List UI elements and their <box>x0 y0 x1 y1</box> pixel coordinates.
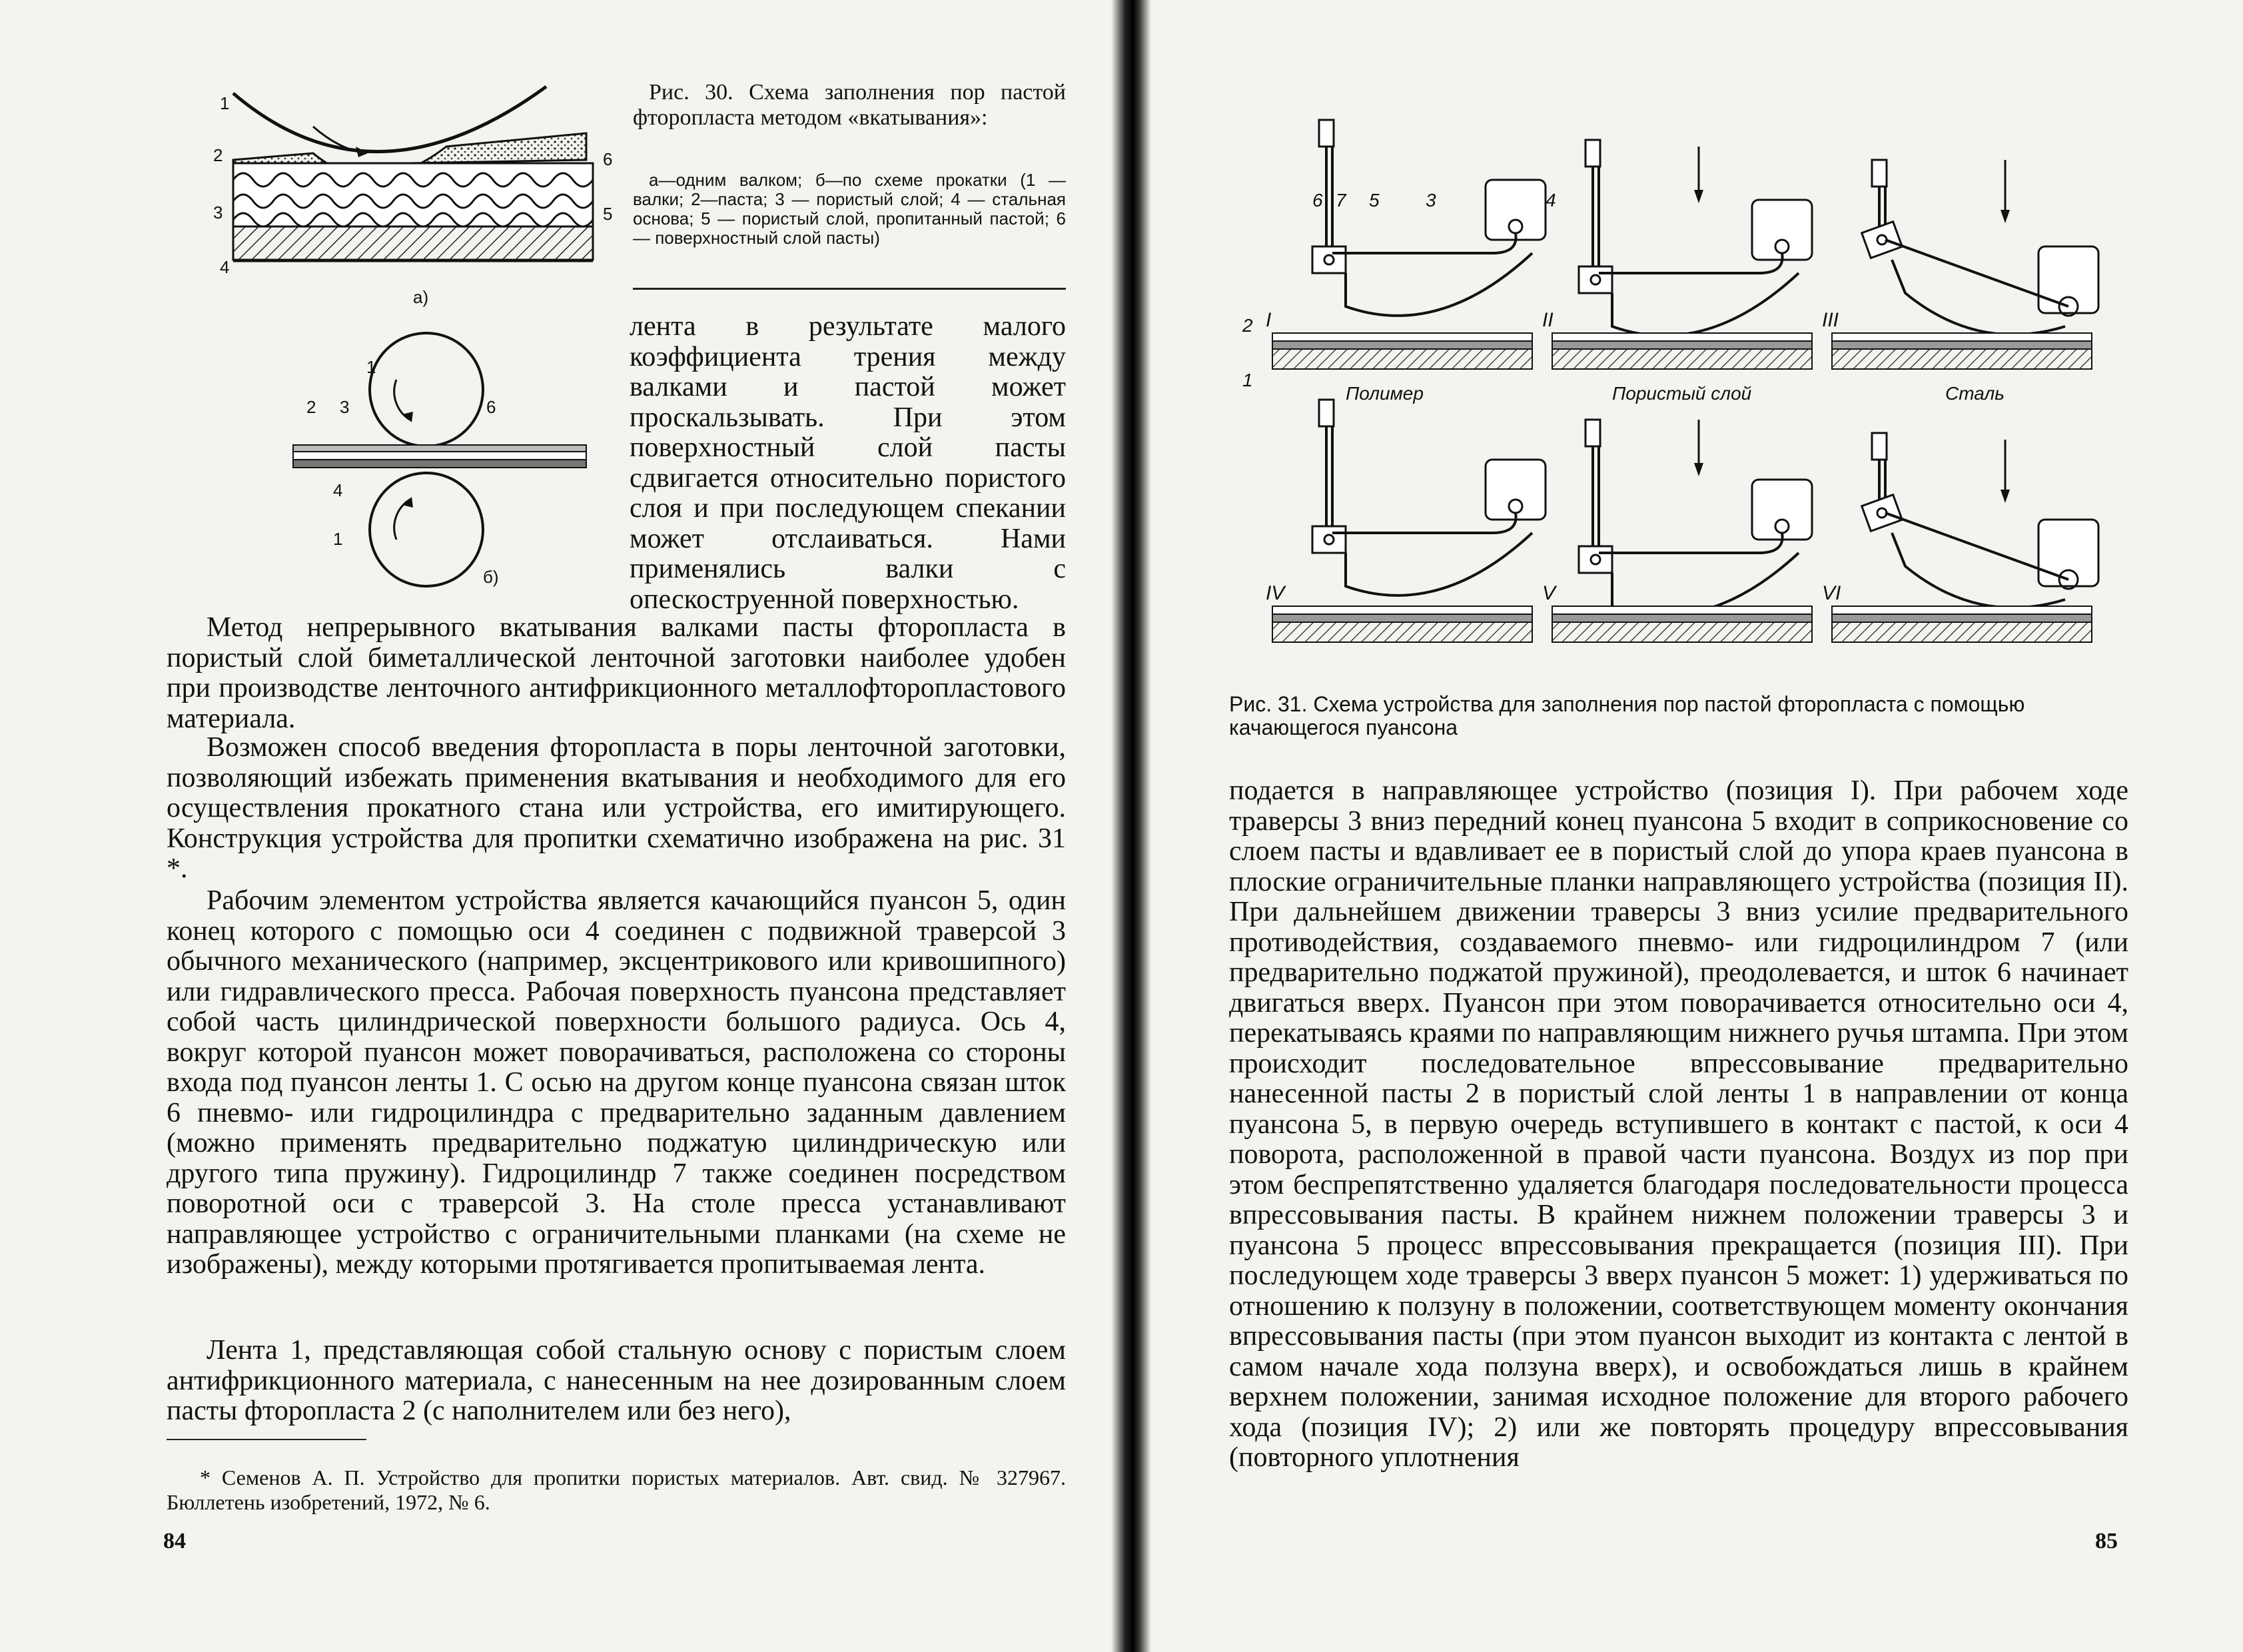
label-2: 2 <box>213 145 223 165</box>
page-number-right: 85 <box>2095 1529 2118 1553</box>
label-b-2: 2 <box>306 397 316 417</box>
figure-30-caption-legend: а—одним валком; б—по схеме прокатки (1 — валки; 2—паста; 3 — пористый слой; 4 — стальная основа; 5 — пористый слой, пропитанный пастой; 6 — поверхностный слой пасты) <box>633 170 1066 248</box>
caption-rule <box>633 288 1066 290</box>
paragraph-right-1: подается в направляющее устройство (позиция I). При рабочем ходе траверсы 3 вниз передний конец пуансона 5 входит в соприкосновение со слоем пасты и вдавливает ее в пористый слой до упора краев пуансона в плоские ограничительные планки направляющего устройства (позиция II). При дальнейшем движении траверсы 3 вниз усилие предварительного противодействия, создаваемого пневмо- или гидроцилиндром 7 (или предварительно поджатой пружиной), преодолевается, и шток 6 начинает двигаться вверх. Пуансон при этом поворачивается относительно оси 4, перекатываясь краями по направляющим нижнего ручья штампа. При этом происходит последовательное впрессовывание предварительно нанесенной пасты 2 в пористый слой ленты 1 в направлении от конца пуансона 5, в первую очередь вступившего в контакт с пастой, к оси 4 поворота, расположенной в правой части пуансона. Воздух из пор при этом беспрепятственно удаляется благодаря последовательности процесса впрессовывания пасты. В крайнем нижнем положении траверсы 3 и пуансона 5 процесс впрессовывания прекращается (позиция III). При последующем ходе траверсы 3 вверх пуансон 5 может: 1) удерживаться по отношению к ползуну в положении, соответствующем моменту окончания впрессовывания пасты (при этом пуансон выходит из контакта с лентой в самом начале хода ползуна вверх), и освобождаться лишь в крайнем верхнем положении, занимая исходное положение для второго рабочего хода (позиция IV); 2) или же повторять процедуру впрессовывания (повторного уплотнения <box>1229 775 2128 1473</box>
right-page <box>1132 0 2243 1652</box>
layer-label-porous: Пористый слой <box>1612 383 1752 404</box>
position-II: II <box>1542 309 1554 331</box>
label-b-3: 3 <box>340 397 350 417</box>
label-6: 6 <box>603 149 613 169</box>
layer-label-steel: Сталь <box>1945 383 2005 404</box>
paragraph-4: Рабочим элементом устройства является качающийся пуансон 5, один конец которого с помощью оси 4 соединен с подвижной траверсой 3 обычного механического (например, эксцентрикового или кривошипного) или гидравлического пресса. Рабочая поверхность пуансона представляет собой часть цилиндрической поверхности большого радиуса. Ось 4, вокруг которой пуансон может поворачиваться, расположена со стороны входа под пуансон ленты 1. С осью на другом конце пуансона связан шток 6 пневмо- или гидроцилиндра с предварительно заданным давлением (можно применять предварительно поджатую цилиндрическую или другого типа пружину). Гидроцилиндр 7 также соединен посредством поворотной оси с траверсой 3. На столе пресса устанавливают направляющее устройство с ограничительными планками (на схеме не изображены), между которыми протягивается пропитываемая лента. <box>167 885 1066 1280</box>
figure-31 <box>1239 120 2125 693</box>
upper-roller <box>370 333 483 446</box>
position-III: III <box>1822 309 1839 331</box>
figure-31-caption: Рис. 31. Схема устройства для заполнения пор пастой фторопласта с помощью качающегося пуансона <box>1229 692 2025 739</box>
lower-roller <box>370 473 483 586</box>
position-I: I <box>1266 309 1272 331</box>
paragraph-5: Лента 1, представляющая собой стальную основу с пористым слоем антифрикционного материала, с нанесенным на нее дозированным слоем пасты фторопласта 2 (с наполнителем или без него), <box>167 1335 1066 1426</box>
label-5: 5 <box>603 204 613 224</box>
sub-label-a: а) <box>413 287 429 307</box>
paragraph-3: Возможен способ введения фторопласта в поры ленточной заготовки, позволяющий избежать применения вкатывания и необходимого для его осуществления прокатного стана или устройства, его имитирующего. Конструкция устройства для пропитки схематично изображена на рис. 31 *. <box>167 732 1066 884</box>
part-label-6: 6 <box>1312 190 1323 210</box>
label-3: 3 <box>213 203 223 222</box>
paragraph-1: лента в результате малого коэффициента трения между валками и пастой может проскальзывать. При этом поверхностный слой пасты сдвигается относительно пористого слоя и при последующем спекании может отслаиваться. Нами применялись валки с опескоструенной поверхностью. <box>630 311 1066 615</box>
part-label-3: 3 <box>1426 190 1436 210</box>
part-label-5: 5 <box>1369 190 1380 210</box>
position-VI: VI <box>1822 582 1841 604</box>
position-V: V <box>1542 582 1556 604</box>
page-number-left: 84 <box>163 1529 186 1553</box>
label-b-6: 6 <box>486 397 496 417</box>
part-label-7: 7 <box>1336 190 1346 210</box>
part-label-1: 1 <box>1242 370 1253 390</box>
layer-label-polymer: Полимер <box>1346 383 1424 404</box>
steel-base <box>233 226 593 260</box>
figure-30-caption-title: Рис. 30. Схема заполнения пор пастой фторопласта методом «вкатывания»: <box>633 80 1066 130</box>
footnote-rule <box>167 1439 366 1440</box>
label-b-1: 1 <box>366 357 376 377</box>
part-label-4: 4 <box>1546 190 1556 210</box>
footnote: * Семенов А. П. Устройство для пропитки пористых материалов. Авт. свид. № 327967. Бюллетень изобретений, 1972, № 6. <box>167 1465 1066 1514</box>
figure-30b <box>293 333 586 586</box>
label-1: 1 <box>220 93 230 113</box>
label-b-1-lower: 1 <box>333 529 343 549</box>
sub-label-b: б) <box>483 567 499 587</box>
part-label-2: 2 <box>1242 315 1253 336</box>
figure-30a <box>213 87 613 306</box>
label-b-4: 4 <box>333 480 343 500</box>
paragraph-2: Метод непрерывного вкатывания валками пасты фторопласта в пористый слой биметаллической ленточной заготовки наиболее удобен при производстве ленточного антифрикционного металлофторопластового материала. <box>167 612 1066 734</box>
label-4: 4 <box>220 257 230 277</box>
position-IV: IV <box>1266 582 1285 604</box>
